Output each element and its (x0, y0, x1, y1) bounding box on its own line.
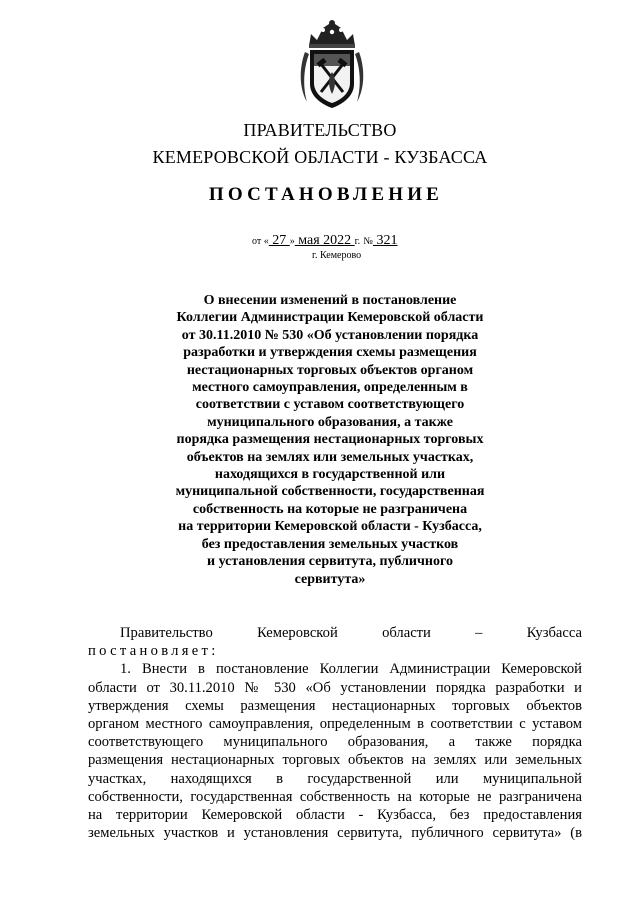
city-line: г. Кемерово (312, 250, 362, 261)
paragraph-line: земельных участков и установления сервитута, публичного сервитута» (в (88, 825, 582, 842)
kuzbass-coat-of-arms-icon (297, 18, 367, 112)
paragraph-line: собственности, государственная собственность на которые не разграничена (88, 788, 582, 805)
date-day-sep: » (289, 236, 295, 247)
paragraph-line: утверждения схемы размещения нестационарных торговых объектов (88, 697, 582, 714)
paragraph-line: размещения нестационарных торговых объектов на землях или земельных (88, 752, 582, 769)
paragraph-line: органом местного самоуправления, определенным в соответствии с уставом (88, 715, 582, 732)
document-type-heading: ПОСТАНОВЛЕНИЕ (208, 184, 444, 205)
document-body (88, 624, 582, 842)
title-line: на территории Кемеровской области - Кузбасса, (178, 519, 482, 535)
date-day: 27 (268, 233, 290, 248)
government-title-line1: ПРАВИТЕЛЬСТВО (243, 120, 397, 140)
government-title-line2: КЕМЕРОВСКОЙ ОБЛАСТИ - КУЗБАССА (152, 147, 488, 167)
title-line: объектов на землях или земельных участках, (186, 449, 474, 465)
title-line: разработки и утверждения схемы размещения (183, 345, 477, 361)
intro-line: Правительство Кемеровской области – Кузбасса (120, 625, 582, 641)
title-line: сервитута» (294, 571, 366, 587)
title-line: Коллегии Администрации Кемеровской области (176, 310, 484, 326)
document-title (120, 292, 540, 588)
title-line: нестационарных торговых объектов органом (186, 362, 474, 378)
title-line: собственность на которые не разграничена (192, 501, 468, 517)
title-line: муниципального образования, а также (207, 414, 453, 430)
title-line: муниципальной собственности, государственная (175, 484, 485, 500)
date-prefix: от « (252, 236, 269, 247)
title-line: О внесении изменений в постановление (203, 293, 457, 308)
title-line: местного самоуправления, определенным в (192, 380, 468, 396)
date-month-year: мая 2022 (294, 233, 355, 248)
number-prefix: № (363, 236, 373, 247)
paragraph-line: соответствующего муниципального образования, а также порядка (88, 734, 582, 751)
title-line: находящихся в государственной или (214, 467, 446, 483)
title-line: порядка размещения нестационарных торговых (176, 432, 484, 448)
paragraph-line: участках, находящихся в государственной или муниципальной (88, 770, 582, 787)
title-line: от 30.11.2010 № 530 «Об установлении порядка (181, 327, 479, 343)
date-number-line (252, 232, 397, 249)
paragraph-line: на территории Кемеровской области - Кузбасса, без предоставления (88, 806, 582, 823)
paragraph-line: области от 30.11.2010 № 530 «Об установлении порядка разработки и (88, 679, 582, 696)
document-number: 321 (372, 233, 398, 248)
paragraph-line: 1. Внести в постановление Коллегии Администрации Кемеровской (120, 661, 582, 678)
intro-verb: постановляет: (88, 643, 219, 660)
title-line: и установления сервитута, публичного (207, 554, 453, 570)
date-year-suffix: г. (354, 236, 361, 247)
title-line: соответствии с уставом соответствующего (195, 397, 465, 413)
title-line: без предоставления земельных участков (201, 536, 459, 552)
